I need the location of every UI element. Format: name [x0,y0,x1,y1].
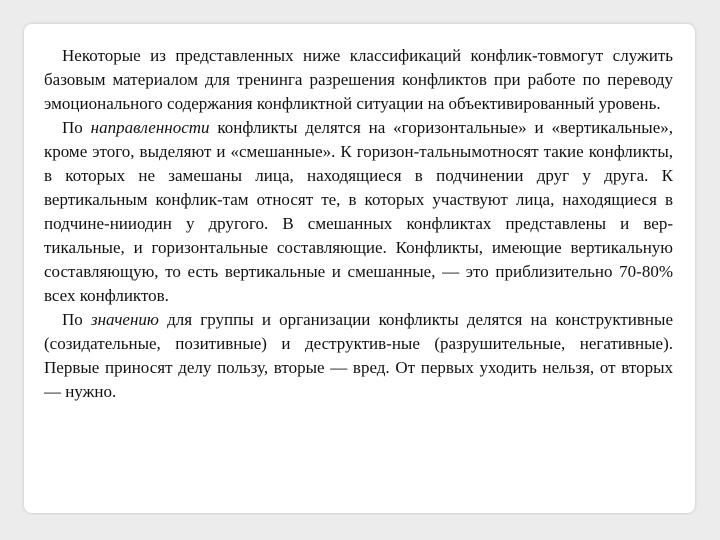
slide-page [24,24,695,513]
paragraph-intro [44,44,673,116]
paragraph-direction-lead: По [62,118,91,137]
term-direction: направленности [90,118,210,137]
paragraph-significance-lead: По [62,310,91,329]
paragraph-intro-text: Некоторые из представленных ниже классификаций конфлик-товмогут служить базовым материалом для тренинга разрешения конфликтов при работе по переводу эмоционального содержания конфликтной ситуации на объективированный уровень. [44,46,673,113]
term-significance: значению [90,310,159,329]
paragraph-significance [44,308,673,404]
paragraph-direction-text: конфликты делятся на «горизонтальные» и «вертикальные», кроме этого, выделяют и «смешанные». К горизон-тальнымотносят такие конфликты, в которых не замешаны лица, находящиеся в подчинении друг у друга. К вертикальным конфлик-там относят те, в которых участвуют лица, находящиеся в подчине-нииодин у другого. В смешанных конфликтах представлены и вер-тикальные, и горизонтальные составляющие. Конфликты, имеющие вертикальную составляющую, то есть вертикальные и смешанные, — это приблизительно 70-80% всех конфликтов. [44,118,673,305]
paragraph-direction [44,116,673,308]
paragraph-significance-text: для группы и организации конфликты делятся на конструктивные (созидательные, позитивные) и деструктив-ные (разрушительные, негативные). Первые приносят делу пользу, вторые — вред. От первых уходить нельзя, от вторых — нужно. [44,310,674,401]
